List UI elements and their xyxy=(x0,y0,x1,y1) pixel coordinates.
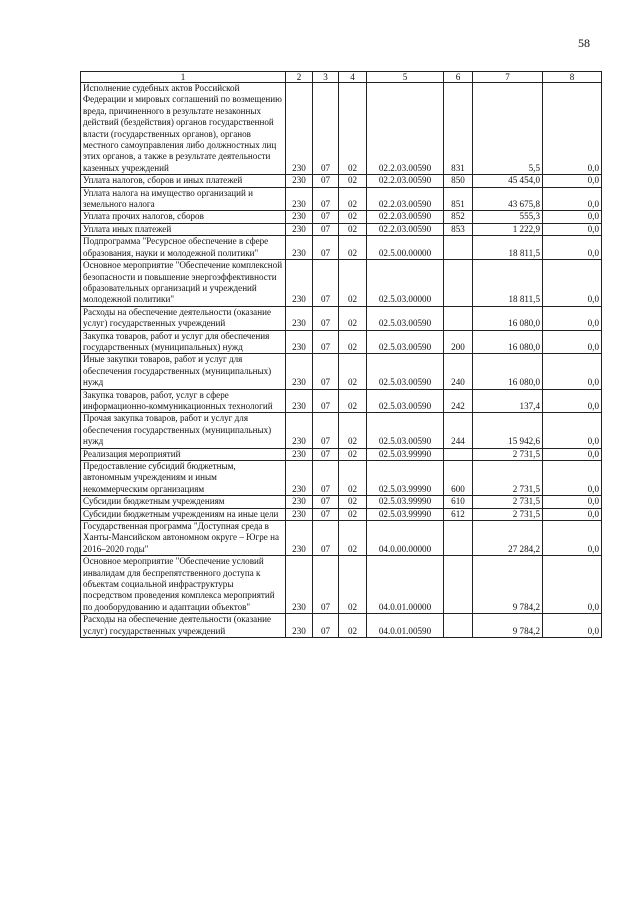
table-row xyxy=(81,211,602,223)
secondary-amount-cell: 0,0 xyxy=(543,354,602,389)
table-row xyxy=(81,413,602,448)
expense-type-cell: 831 xyxy=(444,83,473,175)
section-code-cell: 07 xyxy=(313,83,339,175)
subsection-code-cell: 02 xyxy=(339,354,367,389)
table-header-row xyxy=(81,72,602,83)
expenditure-name-cell: Предоставление субсидий бюджетным, автономным учреждениям и иным некоммерческим организациям xyxy=(81,461,286,496)
amount-cell: 137,4 xyxy=(473,389,543,413)
subsection-code-cell: 02 xyxy=(339,448,367,460)
ministry-code-cell: 230 xyxy=(286,448,313,460)
subsection-code-cell: 02 xyxy=(339,508,367,520)
ministry-code-cell: 230 xyxy=(286,389,313,413)
table-row xyxy=(81,521,602,556)
expense-type-cell xyxy=(444,260,473,307)
ministry-code-cell: 230 xyxy=(286,354,313,389)
ministry-code-cell: 230 xyxy=(286,236,313,260)
secondary-amount-cell: 0,0 xyxy=(543,521,602,556)
table-row xyxy=(81,448,602,460)
table-row xyxy=(81,508,602,520)
section-code-cell: 07 xyxy=(313,461,339,496)
column-header: 3 xyxy=(313,72,339,83)
table-row xyxy=(81,187,602,211)
ministry-code-cell: 230 xyxy=(286,521,313,556)
section-code-cell: 07 xyxy=(313,521,339,556)
expense-type-cell: 610 xyxy=(444,496,473,508)
secondary-amount-cell: 0,0 xyxy=(543,556,602,614)
ministry-code-cell: 230 xyxy=(286,330,313,354)
column-header: 7 xyxy=(473,72,543,83)
secondary-amount-cell: 0,0 xyxy=(543,236,602,260)
expense-type-cell: 244 xyxy=(444,413,473,448)
subsection-code-cell: 02 xyxy=(339,496,367,508)
subsection-code-cell: 02 xyxy=(339,461,367,496)
amount-cell: 15 942,6 xyxy=(473,413,543,448)
target-article-cell: 02.5.03.00590 xyxy=(367,354,444,389)
column-header: 8 xyxy=(543,72,602,83)
column-header: 1 xyxy=(81,72,286,83)
expenditure-name-cell: Уплата прочих налогов, сборов xyxy=(81,211,286,223)
ministry-code-cell: 230 xyxy=(286,223,313,235)
table-row xyxy=(81,306,602,330)
section-code-cell: 07 xyxy=(313,556,339,614)
section-code-cell: 07 xyxy=(313,187,339,211)
target-article-cell: 04.0.00.00000 xyxy=(367,521,444,556)
subsection-code-cell: 02 xyxy=(339,389,367,413)
target-article-cell: 02.5.03.99990 xyxy=(367,496,444,508)
target-article-cell: 02.5.03.00590 xyxy=(367,330,444,354)
amount-cell: 9 784,2 xyxy=(473,614,543,638)
target-article-cell: 04.0.01.00000 xyxy=(367,556,444,614)
amount-cell: 16 080,0 xyxy=(473,354,543,389)
secondary-amount-cell: 0,0 xyxy=(543,260,602,307)
expenditure-name-cell: Прочая закупка товаров, работ и услуг для обеспечения государственных (муниципальных) нужд xyxy=(81,413,286,448)
subsection-code-cell: 02 xyxy=(339,330,367,354)
subsection-code-cell: 02 xyxy=(339,223,367,235)
amount-cell: 43 675,8 xyxy=(473,187,543,211)
table-row xyxy=(81,223,602,235)
secondary-amount-cell: 0,0 xyxy=(543,306,602,330)
amount-cell: 5,5 xyxy=(473,83,543,175)
target-article-cell: 02.5.03.00590 xyxy=(367,306,444,330)
expense-type-cell xyxy=(444,448,473,460)
section-code-cell: 07 xyxy=(313,413,339,448)
secondary-amount-cell: 0,0 xyxy=(543,211,602,223)
target-article-cell: 02.2.03.00590 xyxy=(367,187,444,211)
secondary-amount-cell: 0,0 xyxy=(543,330,602,354)
secondary-amount-cell: 0,0 xyxy=(543,413,602,448)
target-article-cell: 02.2.03.00590 xyxy=(367,83,444,175)
section-code-cell: 07 xyxy=(313,260,339,307)
expenditure-name-cell: Закупка товаров, работ и услуг для обеспечения государственных (муниципальных) нужд xyxy=(81,330,286,354)
expenditure-name-cell: Закупка товаров, работ, услуг в сфере информационно-коммуникационных технологий xyxy=(81,389,286,413)
section-code-cell: 07 xyxy=(313,508,339,520)
table-row xyxy=(81,330,602,354)
amount-cell: 2 731,5 xyxy=(473,508,543,520)
amount-cell: 27 284,2 xyxy=(473,521,543,556)
target-article-cell: 02.2.03.00590 xyxy=(367,223,444,235)
amount-cell: 2 731,5 xyxy=(473,496,543,508)
ministry-code-cell: 230 xyxy=(286,496,313,508)
secondary-amount-cell: 0,0 xyxy=(543,614,602,638)
amount-cell: 16 080,0 xyxy=(473,306,543,330)
table-row xyxy=(81,389,602,413)
expenditure-name-cell: Исполнение судебных актов Российской Федерации и мировых соглашений по возмещению вреда, причиненного в результате незаконных действий (бездействия) органов государственной власти (государственных органов), органов местного самоуправления либо должностных лиц этих органов, а также в результате деятельности казенных учреждений xyxy=(81,83,286,175)
ministry-code-cell: 230 xyxy=(286,614,313,638)
target-article-cell: 02.5.03.99990 xyxy=(367,448,444,460)
section-code-cell: 07 xyxy=(313,354,339,389)
column-header: 4 xyxy=(339,72,367,83)
expenditure-name-cell: Расходы на обеспечение деятельности (оказание услуг) государственных учреждений xyxy=(81,306,286,330)
expense-type-cell: 240 xyxy=(444,354,473,389)
ministry-code-cell: 230 xyxy=(286,175,313,187)
ministry-code-cell: 230 xyxy=(286,413,313,448)
target-article-cell: 02.5.03.00590 xyxy=(367,389,444,413)
subsection-code-cell: 02 xyxy=(339,614,367,638)
secondary-amount-cell: 0,0 xyxy=(543,496,602,508)
section-code-cell: 07 xyxy=(313,175,339,187)
secondary-amount-cell: 0,0 xyxy=(543,187,602,211)
subsection-code-cell: 02 xyxy=(339,211,367,223)
amount-cell: 555,3 xyxy=(473,211,543,223)
target-article-cell: 02.2.03.00590 xyxy=(367,211,444,223)
table-row xyxy=(81,83,602,175)
expense-type-cell: 850 xyxy=(444,175,473,187)
table-row xyxy=(81,236,602,260)
section-code-cell: 07 xyxy=(313,614,339,638)
expense-type-cell xyxy=(444,306,473,330)
subsection-code-cell: 02 xyxy=(339,306,367,330)
expenditure-name-cell: Иные закупки товаров, работ и услуг для обеспечения государственных (муниципальных) нужд xyxy=(81,354,286,389)
target-article-cell: 02.5.03.99990 xyxy=(367,508,444,520)
ministry-code-cell: 230 xyxy=(286,306,313,330)
ministry-code-cell: 230 xyxy=(286,260,313,307)
ministry-code-cell: 230 xyxy=(286,461,313,496)
section-code-cell: 07 xyxy=(313,211,339,223)
secondary-amount-cell: 0,0 xyxy=(543,448,602,460)
section-code-cell: 07 xyxy=(313,223,339,235)
subsection-code-cell: 02 xyxy=(339,83,367,175)
table-row xyxy=(81,461,602,496)
expenditure-name-cell: Подпрограмма "Ресурсное обеспечение в сфере образования, науки и молодежной политики" xyxy=(81,236,286,260)
table-row xyxy=(81,614,602,638)
expense-type-cell: 852 xyxy=(444,211,473,223)
subsection-code-cell: 02 xyxy=(339,521,367,556)
target-article-cell: 02.5.03.00590 xyxy=(367,413,444,448)
budget-table xyxy=(80,71,602,638)
secondary-amount-cell: 0,0 xyxy=(543,175,602,187)
table-row xyxy=(81,496,602,508)
table-row xyxy=(81,354,602,389)
amount-cell: 18 811,5 xyxy=(473,260,543,307)
expenditure-name-cell: Уплата налогов, сборов и иных платежей xyxy=(81,175,286,187)
expense-type-cell: 612 xyxy=(444,508,473,520)
section-code-cell: 07 xyxy=(313,330,339,354)
expenditure-name-cell: Уплата налога на имущество организаций и земельного налога xyxy=(81,187,286,211)
secondary-amount-cell: 0,0 xyxy=(543,461,602,496)
expenditure-name-cell: Уплата иных платежей xyxy=(81,223,286,235)
section-code-cell: 07 xyxy=(313,496,339,508)
column-header: 5 xyxy=(367,72,444,83)
amount-cell: 2 731,5 xyxy=(473,448,543,460)
expense-type-cell: 200 xyxy=(444,330,473,354)
target-article-cell: 02.5.03.00000 xyxy=(367,260,444,307)
target-article-cell: 02.2.03.00590 xyxy=(367,175,444,187)
amount-cell: 2 731,5 xyxy=(473,461,543,496)
expense-type-cell xyxy=(444,556,473,614)
amount-cell: 45 454,0 xyxy=(473,175,543,187)
expense-type-cell: 600 xyxy=(444,461,473,496)
section-code-cell: 07 xyxy=(313,306,339,330)
section-code-cell: 07 xyxy=(313,389,339,413)
amount-cell: 1 222,9 xyxy=(473,223,543,235)
amount-cell: 9 784,2 xyxy=(473,556,543,614)
expenditure-name-cell: Основное мероприятие "Обеспечение комплексной безопасности и повышение энергоэффективности образовательных организаций и учреждений молодежной политики" xyxy=(81,260,286,307)
expense-type-cell: 853 xyxy=(444,223,473,235)
expense-type-cell xyxy=(444,521,473,556)
subsection-code-cell: 02 xyxy=(339,413,367,448)
expenditure-name-cell: Субсидии бюджетным учреждениям на иные цели xyxy=(81,508,286,520)
table-row xyxy=(81,260,602,307)
column-header: 6 xyxy=(444,72,473,83)
table-row xyxy=(81,556,602,614)
ministry-code-cell: 230 xyxy=(286,83,313,175)
secondary-amount-cell: 0,0 xyxy=(543,389,602,413)
ministry-code-cell: 230 xyxy=(286,556,313,614)
expense-type-cell xyxy=(444,236,473,260)
subsection-code-cell: 02 xyxy=(339,175,367,187)
secondary-amount-cell: 0,0 xyxy=(543,83,602,175)
subsection-code-cell: 02 xyxy=(339,236,367,260)
section-code-cell: 07 xyxy=(313,236,339,260)
target-article-cell: 02.5.03.99990 xyxy=(367,461,444,496)
subsection-code-cell: 02 xyxy=(339,187,367,211)
table-row xyxy=(81,175,602,187)
expenditure-name-cell: Государственная программа "Доступная среда в Ханты-Мансийском автономном округе – Югре на 2016–2020 годы" xyxy=(81,521,286,556)
section-code-cell: 07 xyxy=(313,448,339,460)
amount-cell: 18 811,5 xyxy=(473,236,543,260)
expenditure-name-cell: Основное мероприятие "Обеспечение условий инвалидам для беспрепятственного доступа к объектам социальной инфраструктуры посредством проведения комплекса мероприятий по дооборудованию и адаптации объектов" xyxy=(81,556,286,614)
secondary-amount-cell: 0,0 xyxy=(543,508,602,520)
expenditure-name-cell: Субсидии бюджетным учреждениям xyxy=(81,496,286,508)
target-article-cell: 02.5.00.00000 xyxy=(367,236,444,260)
page-number: 58 xyxy=(578,36,590,50)
expenditure-name-cell: Реализация мероприятий xyxy=(81,448,286,460)
expense-type-cell: 242 xyxy=(444,389,473,413)
column-header: 2 xyxy=(286,72,313,83)
amount-cell: 16 080,0 xyxy=(473,330,543,354)
ministry-code-cell: 230 xyxy=(286,508,313,520)
subsection-code-cell: 02 xyxy=(339,556,367,614)
secondary-amount-cell: 0,0 xyxy=(543,223,602,235)
expenditure-name-cell: Расходы на обеспечение деятельности (оказание услуг) государственных учреждений xyxy=(81,614,286,638)
subsection-code-cell: 02 xyxy=(339,260,367,307)
table-body xyxy=(81,83,602,638)
expense-type-cell xyxy=(444,614,473,638)
target-article-cell: 04.0.01.00590 xyxy=(367,614,444,638)
ministry-code-cell: 230 xyxy=(286,211,313,223)
expense-type-cell: 851 xyxy=(444,187,473,211)
ministry-code-cell: 230 xyxy=(286,187,313,211)
